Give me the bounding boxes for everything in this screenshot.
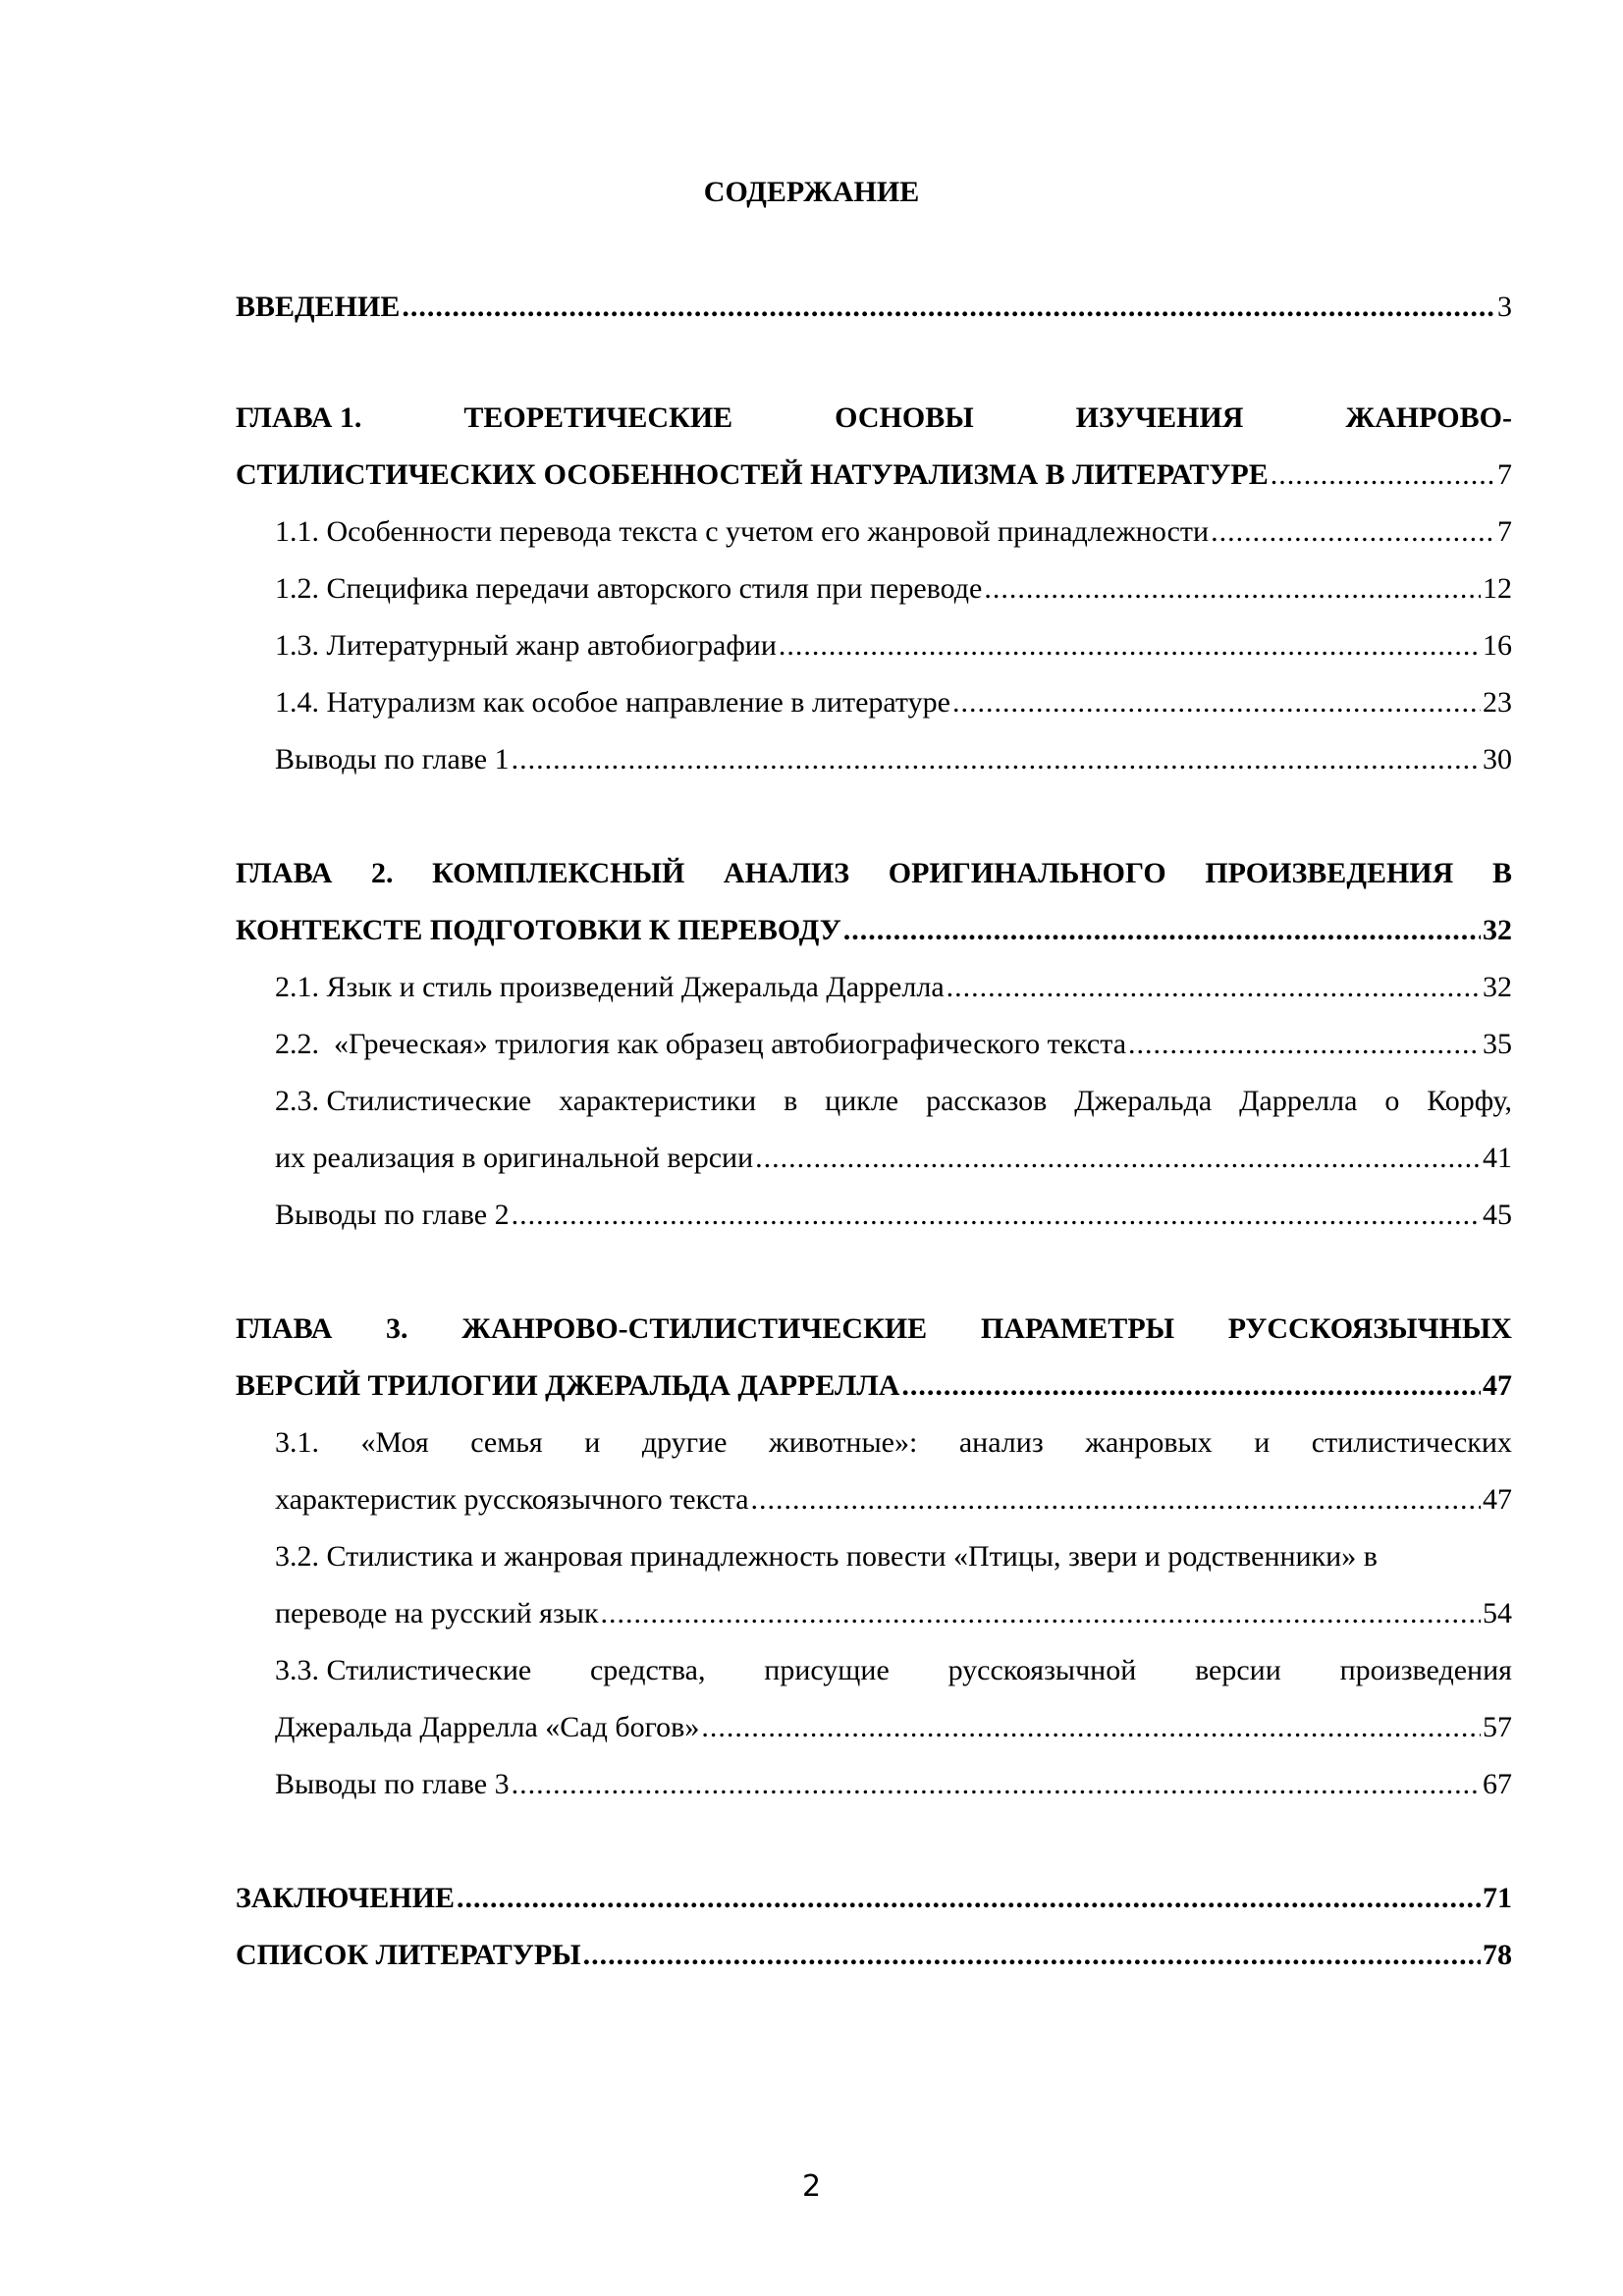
toc-page: 47 <box>1483 1369 1512 1402</box>
toc-page: 71 <box>1483 1882 1512 1914</box>
toc-page: 7 <box>1497 458 1512 491</box>
toc-entry-1-2[interactable] <box>275 561 1512 617</box>
toc-label: СТИЛИСТИЧЕСКИХ ОСОБЕННОСТЕЙ НАТУРАЛИЗМА В ЛИТЕРАТУРЕ <box>236 458 1269 491</box>
toc-page: 32 <box>1483 971 1512 1003</box>
entry-word: и <box>1254 1426 1271 1459</box>
dot-leader <box>1211 504 1495 561</box>
entry-word: Даррелла <box>1239 1085 1358 1117</box>
dot-leader <box>1128 1016 1481 1073</box>
page-number: 2 <box>801 2169 822 2204</box>
entry-word: 3.3. Стилистические <box>275 1654 532 1686</box>
toc-entry-2-summary[interactable] <box>275 1187 1512 1244</box>
chapter-2-heading-line2[interactable] <box>236 902 1512 959</box>
toc-page: 47 <box>1483 1483 1512 1516</box>
entry-word: присущие <box>764 1654 890 1686</box>
dot-leader <box>755 1130 1481 1187</box>
toc-entry-conclusion[interactable] <box>236 1870 1512 1927</box>
entry-word: 3.1. <box>275 1426 319 1459</box>
toc-label: 1.1. Особенности перевода текста с учетом его жанровой принадлежности <box>275 515 1210 548</box>
heading-word: ПРОИЗВЕДЕНИЯ <box>1205 857 1454 889</box>
toc-label: Выводы по главе 3 <box>275 1768 510 1800</box>
entry-word: 2.3. Стилистические <box>275 1085 532 1117</box>
dot-leader <box>984 561 1481 617</box>
toc-label: ВВЕДЕНИЕ <box>236 291 401 323</box>
toc-page: 16 <box>1483 629 1512 662</box>
entry-word: животные»: <box>768 1426 918 1459</box>
toc-page: 23 <box>1483 686 1512 719</box>
toc-label: 1.3. Литературный жанр автобиографии <box>275 629 777 662</box>
dot-leader <box>947 959 1481 1016</box>
heading-word: В <box>1491 857 1512 889</box>
toc-entry-2-1[interactable] <box>275 959 1512 1016</box>
toc-label: 2.2. «Греческая» трилогия как образец автобиографического текста <box>275 1028 1127 1060</box>
heading-word: ЖАНРОВО-СТИЛИСТИЧЕСКИЕ <box>461 1312 928 1345</box>
toc-entry-2-2[interactable] <box>275 1016 1512 1073</box>
entry-word: средства, <box>589 1654 706 1686</box>
entry-word: версии <box>1195 1654 1281 1686</box>
toc-entry-references[interactable] <box>236 1927 1512 1984</box>
dot-leader <box>779 617 1481 674</box>
toc-label: 1.4. Натурализм как особое направление в литературе <box>275 686 950 719</box>
toc-entry-1-3[interactable] <box>275 617 1512 674</box>
toc-page: 41 <box>1483 1142 1512 1174</box>
toc-entry-1-4[interactable] <box>275 674 1512 731</box>
entry-word: рассказов <box>926 1085 1048 1117</box>
toc-entry-introduction[interactable] <box>236 279 1512 336</box>
entry-word: в <box>784 1085 798 1117</box>
dot-leader <box>583 1927 1481 1984</box>
dot-leader <box>402 279 1495 336</box>
chapter-3-heading-line1[interactable] <box>236 1301 1512 1358</box>
heading-word: ОРИГИНАЛЬНОГО <box>888 857 1166 889</box>
chapter-2-heading-line1[interactable] <box>236 845 1512 902</box>
toc-page: 57 <box>1483 1711 1512 1743</box>
toc-page: 30 <box>1483 743 1512 775</box>
entry-word: жанровых <box>1085 1426 1213 1459</box>
heading-word: ПАРАМЕТРЫ <box>980 1312 1175 1345</box>
toc-page: 54 <box>1483 1597 1512 1629</box>
toc-entry-3-2-line2[interactable] <box>275 1585 1512 1642</box>
toc-page: 3 <box>1497 291 1512 323</box>
toc-entry-1-1[interactable] <box>275 504 1512 561</box>
toc-page: 35 <box>1483 1028 1512 1060</box>
toc-page: 45 <box>1483 1199 1512 1231</box>
chapter-3-heading-line2[interactable] <box>236 1358 1512 1415</box>
toc-label: СПИСОК ЛИТЕРАТУРЫ <box>236 1939 581 1971</box>
entry-word: Корфу, <box>1427 1085 1512 1117</box>
dot-leader <box>751 1471 1481 1528</box>
toc-label: ВЕРСИЙ ТРИЛОГИИ ДЖЕРАЛЬДА ДАРРЕЛЛА <box>236 1369 900 1402</box>
heading-word: 2. <box>371 857 394 889</box>
dot-leader <box>512 1187 1481 1244</box>
heading-word: ГЛАВА <box>236 857 333 889</box>
entry-word: русскоязычной <box>947 1654 1137 1686</box>
toc-entry-2-3-line1[interactable] <box>275 1073 1512 1130</box>
toc-label: ЗАКЛЮЧЕНИЕ <box>236 1882 455 1914</box>
dot-leader <box>457 1870 1481 1927</box>
toc-entry-1-summary[interactable] <box>275 731 1512 788</box>
toc-label: Выводы по главе 1 <box>275 743 510 775</box>
toc-entry-3-1-line1[interactable] <box>275 1415 1512 1471</box>
heading-word: АНАЛИЗ <box>723 857 850 889</box>
heading-word: РУССКОЯЗЫЧНЫХ <box>1227 1312 1512 1345</box>
dot-leader <box>512 731 1481 788</box>
toc-entry-3-2-line1[interactable] <box>275 1528 1512 1585</box>
toc-entry-3-3-line2[interactable] <box>275 1699 1512 1756</box>
entry-word: цикле <box>825 1085 899 1117</box>
dot-leader <box>512 1756 1481 1813</box>
toc-label: их реализация в оригинальной версии <box>275 1142 754 1174</box>
entry-word: и <box>584 1426 601 1459</box>
entry-word: семья <box>470 1426 543 1459</box>
heading-word: ТЕОРЕТИЧЕСКИЕ <box>463 401 733 434</box>
heading-word: ГЛАВА <box>236 1312 333 1345</box>
heading-word: 3. <box>386 1312 408 1345</box>
chapter-1-heading-line1[interactable] <box>236 390 1512 447</box>
entry-word: «Моя <box>360 1426 429 1459</box>
dot-leader <box>952 674 1481 731</box>
heading-word: ИЗУЧЕНИЯ <box>1075 401 1244 434</box>
dot-leader <box>1271 447 1495 504</box>
toc-label: Выводы по главе 2 <box>275 1199 510 1231</box>
heading-word: ГЛАВА 1. <box>236 401 362 434</box>
toc-page: 78 <box>1483 1939 1512 1971</box>
dot-leader <box>901 1358 1481 1415</box>
dot-leader <box>843 902 1481 959</box>
toc-label: 1.2. Специфика передачи авторского стиля при переводе <box>275 572 983 605</box>
toc-page: 7 <box>1497 515 1512 548</box>
heading-word: ЖАНРОВО- <box>1345 401 1512 434</box>
dot-leader <box>601 1585 1481 1642</box>
entry-word: стилистических <box>1311 1426 1512 1459</box>
toc-label: 2.1. Язык и стиль произведений Джеральда Даррелла <box>275 971 945 1003</box>
dot-leader <box>701 1699 1481 1756</box>
entry-word: Джеральда <box>1074 1085 1213 1117</box>
toc-entry-3-1-line2[interactable] <box>275 1471 1512 1528</box>
entry-word: характеристики <box>559 1085 757 1117</box>
heading-word: ОСНОВЫ <box>835 401 974 434</box>
page-title: СОДЕРЖАНИЕ <box>703 176 920 208</box>
entry-word: о <box>1384 1085 1400 1117</box>
toc-label: 3.2. Стилистика и жанровая принадлежность повести «Птицы, звери и родственники» в <box>275 1540 1378 1573</box>
entry-word: анализ <box>958 1426 1044 1459</box>
toc-label: характеристик русскоязычного текста <box>275 1483 749 1516</box>
toc-page: 12 <box>1483 572 1512 605</box>
toc-entry-2-3-line2[interactable] <box>275 1130 1512 1187</box>
toc-label: КОНТЕКСТЕ ПОДГОТОВКИ К ПЕРЕВОДУ <box>236 914 841 946</box>
toc-entry-3-3-line1[interactable] <box>275 1642 1512 1699</box>
toc-label: переводе на русский язык <box>275 1597 599 1629</box>
entry-word: другие <box>641 1426 728 1459</box>
entry-word: произведения <box>1339 1654 1512 1686</box>
chapter-1-heading-line2[interactable] <box>236 447 1512 504</box>
toc-label: Джеральда Даррелла «Сад богов» <box>275 1711 700 1743</box>
toc-page: 32 <box>1483 914 1512 946</box>
heading-word: КОМПЛЕКСНЫЙ <box>432 857 685 889</box>
toc-entry-3-summary[interactable] <box>275 1756 1512 1813</box>
toc-page: 67 <box>1483 1768 1512 1800</box>
